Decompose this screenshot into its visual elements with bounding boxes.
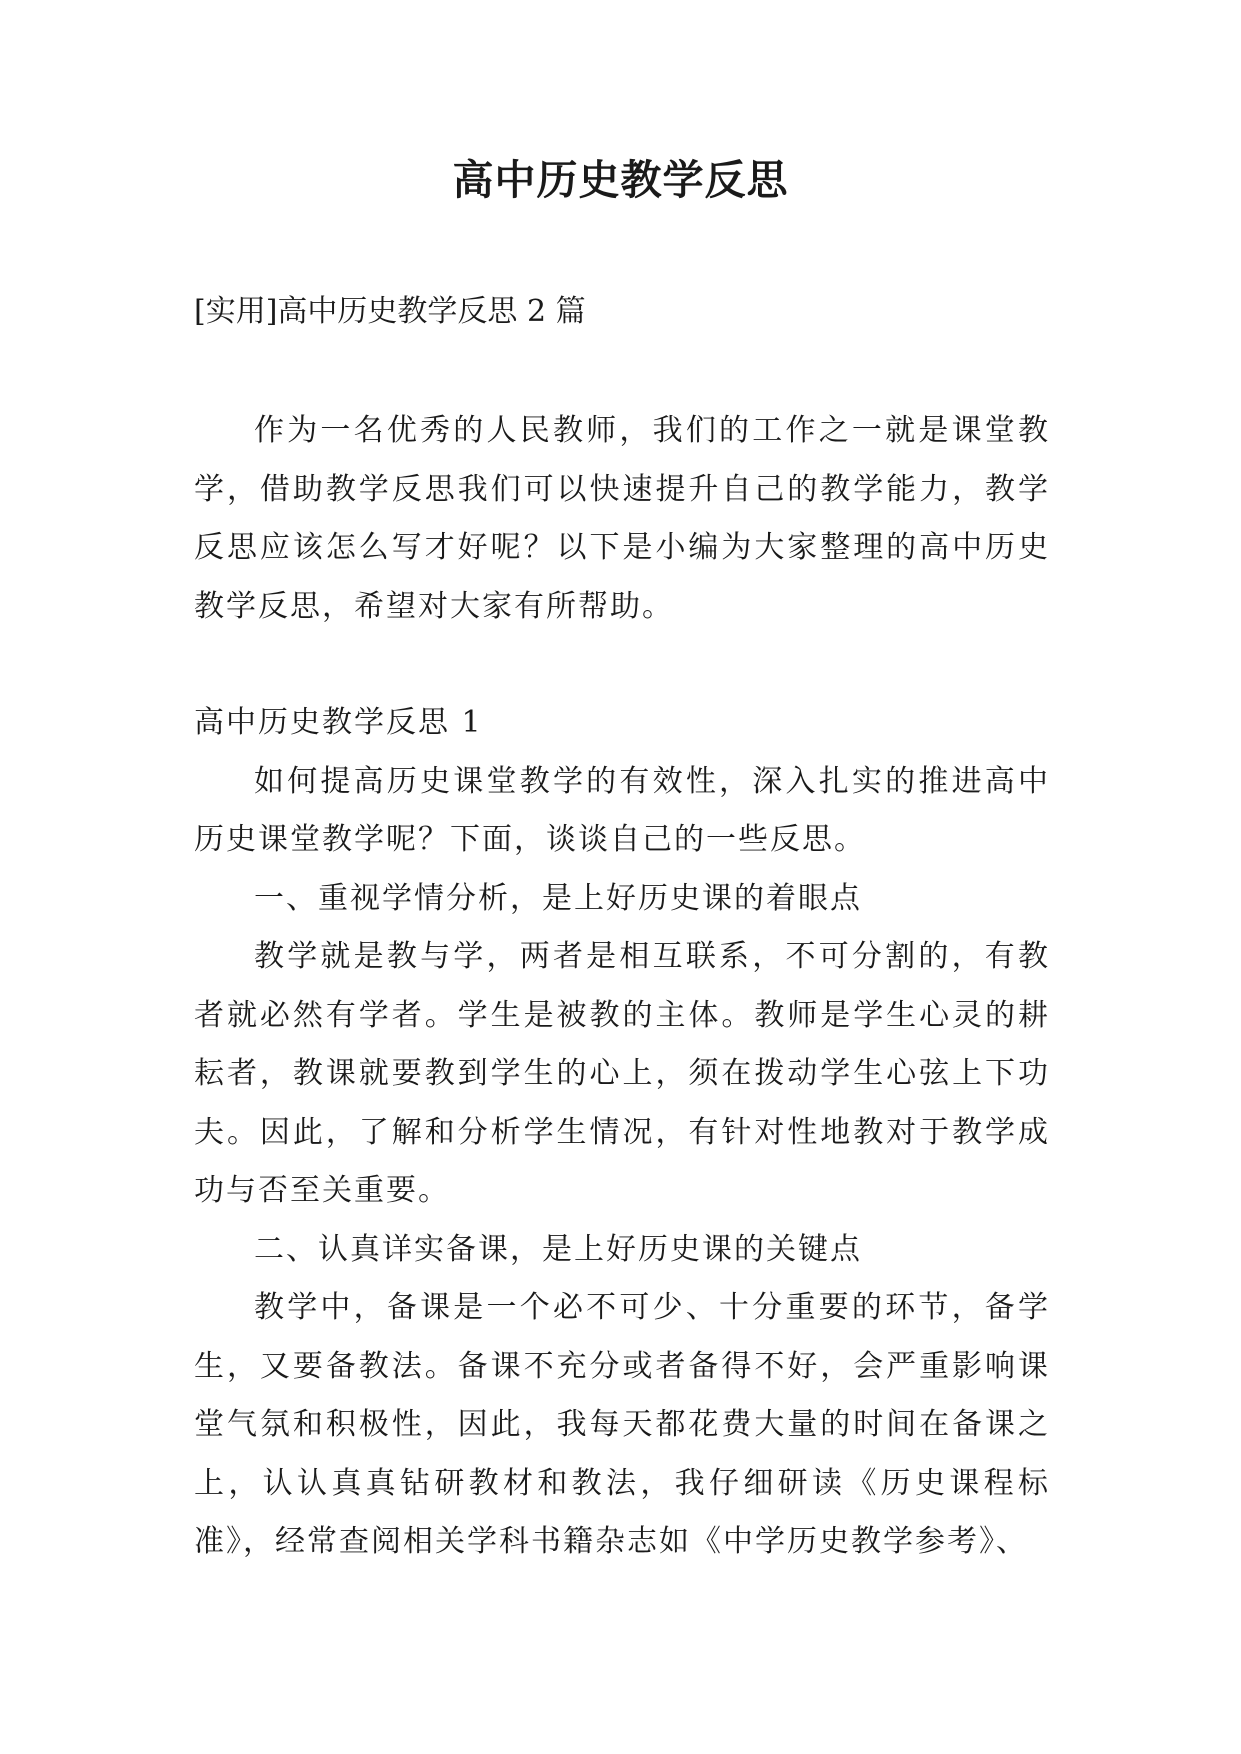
document-subtitle: [实用]高中历史教学反思 2 篇 xyxy=(194,294,586,329)
paragraph-spacer xyxy=(194,636,1050,694)
page-title: 高中历史教学反思 xyxy=(452,156,789,204)
document-body xyxy=(194,402,1050,1572)
body-paragraph: 教学就是教与学，两者是相互联系，不可分割的，有教者就必然有学者。学生是被教的主体。教师是学生心灵的耕耘者，教课就要教到学生的心上，须在拨动学生心弦上下功夫。因此，了解和分析学生情况，有针对性地教对于教学成功与否至关重要。 xyxy=(194,939,1050,1208)
section-title: 高中历史教学反思 1 xyxy=(194,705,483,740)
body-paragraph: 教学中，备课是一个必不可少、十分重要的环节，备学生，又要备教法。备课不充分或者备得不好，会严重影响课堂气氛和积极性，因此，我每天都花费大量的时间在备课之上，认认真真钻研教材和教法，我仔细研读《历史课程标准》，经常查阅相关学科书籍杂志如《中学历史教学参考》、 xyxy=(194,1290,1050,1559)
section-heading: 一、重视学情分析，是上好历史课的着眼点 xyxy=(254,880,862,916)
section-heading: 二、认真详实备课，是上好历史课的关键点 xyxy=(254,1231,862,1267)
body-paragraph: 如何提高历史课堂教学的有效性，深入扎实的推进高中历史课堂教学呢？下面，谈谈自己的一些反思。 xyxy=(194,763,1050,857)
intro-paragraph: 作为一名优秀的人民教师，我们的工作之一就是课堂教学，借助教学反思我们可以快速提升自己的教学能力，教学反思应该怎么写才好呢？以下是小编为大家整理的高中历史教学反思，希望对大家有所帮助。 xyxy=(194,413,1050,624)
